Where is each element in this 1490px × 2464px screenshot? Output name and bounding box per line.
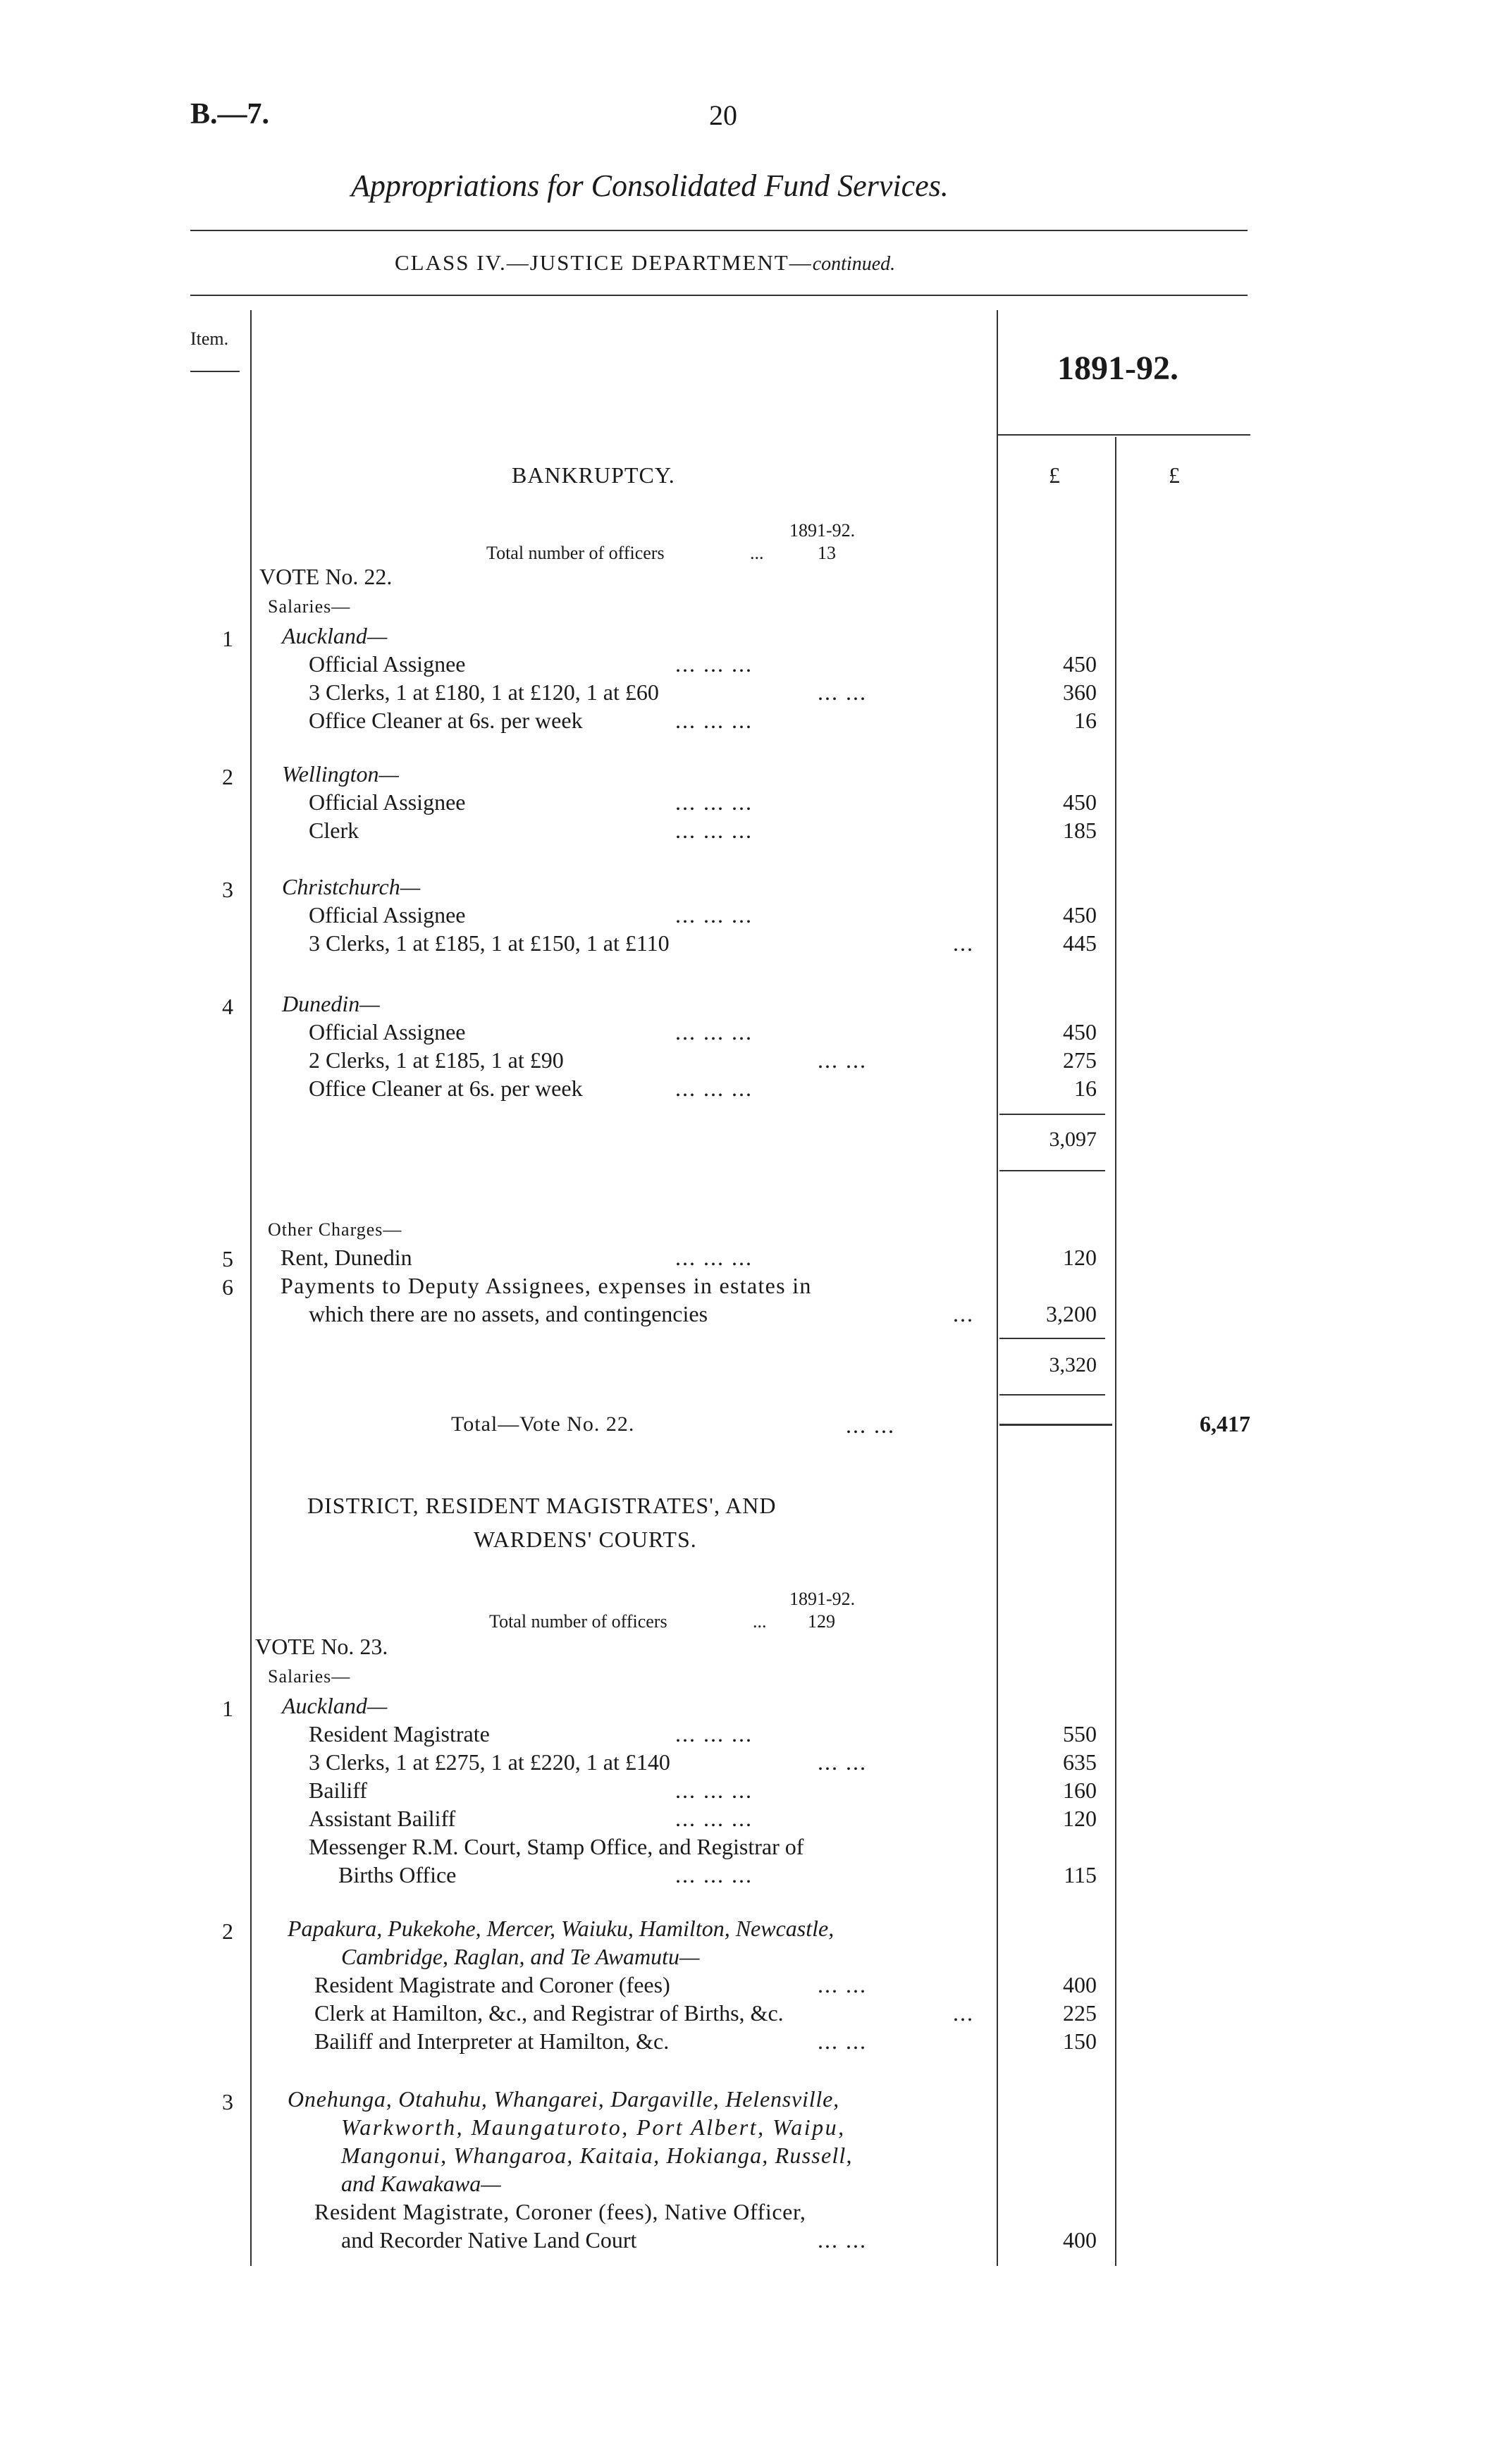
class-heading xyxy=(395,250,895,276)
subtotal-rule xyxy=(999,1394,1105,1396)
salaries-heading: Salaries— xyxy=(268,1666,351,1687)
leader-dots: ... xyxy=(953,2000,974,2026)
line-amount: 635 xyxy=(1063,1749,1097,1775)
leader-dots: ... ... xyxy=(818,2028,867,2054)
subamount-column-divider xyxy=(1115,437,1116,2266)
line-text: Payments to Deputy Assignees, expenses in estates in xyxy=(281,1273,812,1298)
line-text: Official Assignee xyxy=(309,789,466,815)
item-number: 4 xyxy=(222,994,233,1019)
item-column-divider xyxy=(250,310,252,2266)
place-heading: Auckland— xyxy=(282,623,388,648)
line-text-continued: and Recorder Native Land Court xyxy=(341,2227,637,2253)
vote-total-amount: 6,417 xyxy=(1200,1411,1250,1436)
pound-sign-1: £ xyxy=(1049,462,1060,488)
leader-dots: ... ... ... xyxy=(675,818,753,843)
line-text: Clerk xyxy=(309,818,359,843)
item-number: 2 xyxy=(222,1918,233,1944)
place-heading: Dunedin— xyxy=(282,991,380,1016)
leader-dots: ... ... ... xyxy=(675,1778,753,1803)
year-column-header: 1891-92. xyxy=(1057,350,1178,387)
place-heading-continued: and Kawakawa— xyxy=(341,2171,501,2196)
officers-year: 1891-92. xyxy=(789,1589,856,1609)
leader-dots: ... xyxy=(953,930,974,956)
line-text: Rent, Dunedin xyxy=(281,1245,412,1270)
page-number: 20 xyxy=(709,99,737,131)
line-amount: 450 xyxy=(1063,1019,1097,1045)
line-text: Resident Magistrate xyxy=(309,1721,490,1747)
subtotal-rule xyxy=(999,1114,1105,1115)
leader-dots: ... ... ... xyxy=(675,1721,753,1747)
leader-dots: ... ... ... xyxy=(675,651,753,677)
vote-number: VOTE No. 23. xyxy=(255,1634,388,1659)
leader-dots: ... ... ... xyxy=(675,902,753,928)
line-text: Resident Magistrate and Coroner (fees) xyxy=(314,1972,670,1997)
place-heading-continued: Warkworth, Maungaturoto, Port Albert, Waipu, xyxy=(341,2114,846,2140)
place-heading: Christchurch— xyxy=(282,874,421,899)
item-number: 2 xyxy=(222,764,233,789)
section-heading-courts-2: WARDENS' COURTS. xyxy=(474,1527,697,1552)
line-text: Clerk at Hamilton, &c., and Registrar of Births, &c. xyxy=(314,2000,784,2026)
officers-label: Total number of officers xyxy=(489,1611,667,1632)
place-heading: Wellington— xyxy=(282,761,399,787)
page-title: Appropriations for Consolidated Fund Services. xyxy=(351,168,949,203)
item-number: 3 xyxy=(222,2089,233,2114)
line-text: Bailiff xyxy=(309,1778,367,1803)
line-text: Official Assignee xyxy=(309,1019,466,1045)
leader-dots: ... ... ... xyxy=(675,1806,753,1831)
line-text: 3 Clerks, 1 at £185, 1 at £150, 1 at £110 xyxy=(309,930,670,956)
line-amount: 16 xyxy=(1074,1076,1097,1101)
subtotal-rule xyxy=(999,1170,1105,1171)
line-amount: 16 xyxy=(1074,708,1097,733)
line-amount: 450 xyxy=(1063,651,1097,677)
amount-column-divider xyxy=(997,310,998,2266)
rule-top xyxy=(190,230,1248,231)
leader-dots: ... ... xyxy=(846,1412,895,1438)
place-heading: Papakura, Pukekohe, Mercer, Waiuku, Hamilton, Newcastle, xyxy=(288,1916,835,1941)
leader-dots: ... xyxy=(953,1301,974,1326)
vote-total-label: Total—Vote No. 22. xyxy=(451,1412,635,1436)
line-text: Official Assignee xyxy=(309,651,466,677)
leader-dots: ... ... xyxy=(818,1972,867,1997)
place-heading: Auckland— xyxy=(282,1693,388,1718)
line-amount: 400 xyxy=(1063,2227,1097,2253)
leader-dots: ... ... ... xyxy=(675,708,753,733)
leader-dots: ... ... ... xyxy=(675,1019,753,1045)
line-amount: 120 xyxy=(1063,1806,1097,1831)
document-code: B.—7. xyxy=(190,98,270,130)
line-text: Office Cleaner at 6s. per week xyxy=(309,1076,583,1101)
rule-table-top xyxy=(190,295,1248,296)
subtotal-rule xyxy=(999,1338,1105,1339)
officers-count: 129 xyxy=(808,1611,835,1632)
total-rule xyxy=(999,1424,1112,1426)
vote-number: VOTE No. 22. xyxy=(259,564,393,589)
item-number: 1 xyxy=(222,626,233,651)
officers-count: 13 xyxy=(818,543,836,563)
line-amount: 400 xyxy=(1063,1972,1097,1997)
line-text-continued: Births Office xyxy=(338,1862,457,1887)
line-text: Messenger R.M. Court, Stamp Office, and Registrar of xyxy=(309,1834,804,1859)
line-text: Office Cleaner at 6s. per week xyxy=(309,708,583,733)
place-heading-continued: Cambridge, Raglan, and Te Awamutu— xyxy=(341,1944,700,1969)
officers-dots: ... xyxy=(750,543,764,563)
class-heading-continued: continued. xyxy=(812,253,896,275)
leader-dots: ... ... xyxy=(818,1047,867,1073)
item-header-underline xyxy=(190,371,240,372)
line-text: Bailiff and Interpreter at Hamilton, &c. xyxy=(314,2028,670,2054)
line-text: Assistant Bailiff xyxy=(309,1806,456,1831)
leader-dots: ... ... ... xyxy=(675,1862,753,1887)
line-text: 2 Clerks, 1 at £185, 1 at £90 xyxy=(309,1047,564,1073)
item-number: 1 xyxy=(222,1696,233,1721)
leader-dots: ... ... xyxy=(818,2227,867,2253)
line-amount: 550 xyxy=(1063,1721,1097,1747)
salaries-heading: Salaries— xyxy=(268,596,351,617)
line-amount: 450 xyxy=(1063,902,1097,928)
officers-year: 1891-92. xyxy=(789,520,856,541)
line-amount: 360 xyxy=(1063,679,1097,705)
charges-subtotal: 3,320 xyxy=(1049,1353,1097,1376)
item-number: 3 xyxy=(222,877,233,902)
line-text: 3 Clerks, 1 at £275, 1 at £220, 1 at £140 xyxy=(309,1749,670,1775)
line-amount: 185 xyxy=(1063,818,1097,843)
line-text: Resident Magistrate, Coroner (fees), Native Officer, xyxy=(314,2199,806,2224)
line-text: Official Assignee xyxy=(309,902,466,928)
item-number: 5 xyxy=(222,1246,233,1271)
line-amount: 225 xyxy=(1063,2000,1097,2026)
leader-dots: ... ... ... xyxy=(675,1245,753,1270)
line-amount: 445 xyxy=(1063,930,1097,956)
leader-dots: ... ... xyxy=(818,679,867,705)
line-amount: 120 xyxy=(1063,1245,1097,1270)
other-charges-heading: Other Charges— xyxy=(268,1219,402,1240)
class-heading-main: CLASS IV.—JUSTICE DEPARTMENT— xyxy=(395,250,813,275)
line-amount: 115 xyxy=(1064,1862,1097,1887)
leader-dots: ... ... ... xyxy=(675,789,753,815)
section-heading-courts-1: DISTRICT, RESIDENT MAGISTRATES', AND xyxy=(307,1493,777,1518)
place-heading: Onehunga, Otahuhu, Whangarei, Dargaville, Helensville, xyxy=(288,2086,839,2112)
line-amount: 275 xyxy=(1063,1047,1097,1073)
place-heading-continued: Mangonui, Whangaroa, Kaitaia, Hokianga, Russell, xyxy=(341,2143,853,2168)
item-number: 6 xyxy=(222,1274,233,1300)
leader-dots: ... ... xyxy=(818,1749,867,1775)
officers-label: Total number of officers xyxy=(486,543,665,563)
line-amount: 3,200 xyxy=(1046,1301,1097,1326)
section-heading-bankruptcy: BANKRUPTCY. xyxy=(512,462,675,488)
pound-sign-2: £ xyxy=(1169,462,1180,488)
line-text: 3 Clerks, 1 at £180, 1 at £120, 1 at £60 xyxy=(309,679,659,705)
line-amount: 450 xyxy=(1063,789,1097,815)
item-column-header: Item. xyxy=(190,328,229,349)
officers-dots: ... xyxy=(753,1611,767,1632)
line-amount: 160 xyxy=(1063,1778,1097,1803)
leader-dots: ... ... ... xyxy=(675,1076,753,1101)
line-amount: 150 xyxy=(1063,2028,1097,2054)
year-header-rule xyxy=(997,434,1250,436)
salaries-subtotal: 3,097 xyxy=(1049,1128,1097,1151)
line-text-continued: which there are no assets, and contingencies xyxy=(309,1301,708,1326)
